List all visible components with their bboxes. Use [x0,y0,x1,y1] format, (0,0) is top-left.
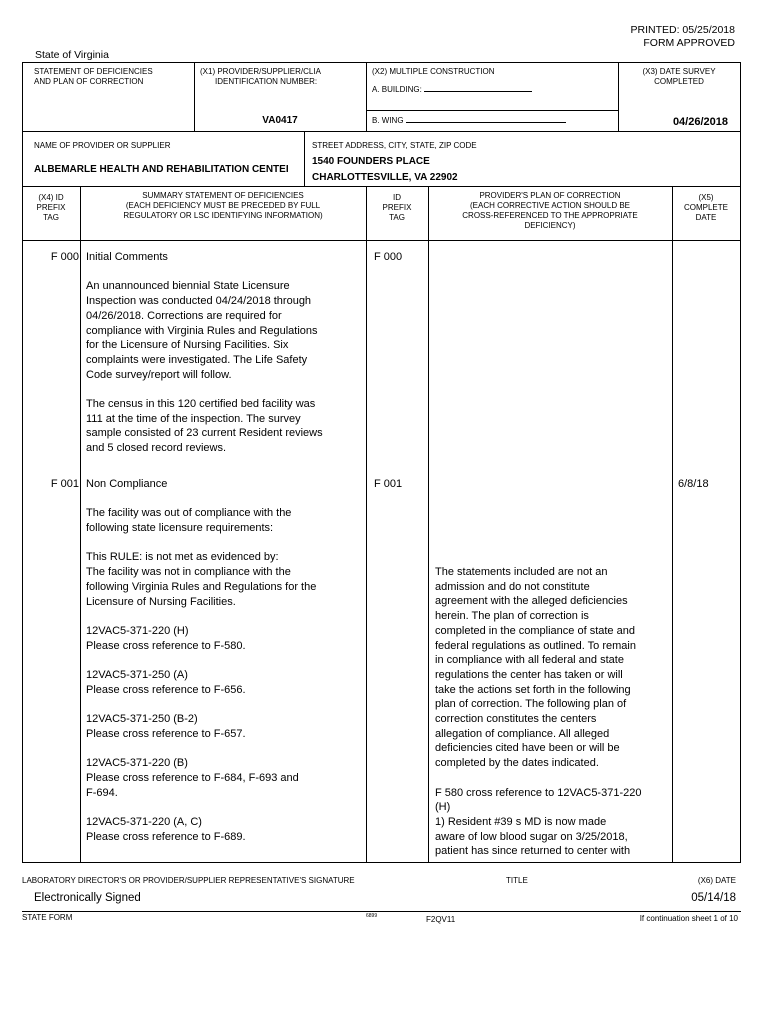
statement-label: STATEMENT OF DEFICIENCIES AND PLAN OF CORRECTION [34,67,153,86]
event-id: F2QV11 [426,915,456,924]
building-field: A. BUILDING: [372,83,532,95]
survey-date-value: 04/26/2018 [672,116,728,128]
title-label: TITLE [506,876,528,885]
x5-header: (X5) COMPLETE DATE [683,193,728,222]
row-title: Initial Comments [86,251,168,263]
x1-label: (X1) PROVIDER/SUPPLIER/CLIA IDENTIFICATION NUMBER: [200,67,321,86]
state-form-label: STATE FORM [22,913,73,922]
row-summary-f001: Non Compliance The facility was out of compliance with the following state licensure requirements: This RULE: is not met as evidenced by: The facility was not in compliance with the following Virginia Rules and Regulations for the Licensure of Nursing Facilities. 12VAC5-371-220 (H) Please cross reference to F-580. 12VAC5-371-250 (A) Please cross reference to F-656. 12VAC5-371-250 (B-2) Please cross reference to F-657. 12VAC5-371-220 (B) Please cross reference to F-684, F-693 and F-694. 12VAC5-371-220 (A, C) Please cross reference to F-689. [86,477,362,844]
x3-label: (X3) DATE SURVEY COMPLETED [642,67,716,86]
printed-date: PRINTED: 05/25/2018 [630,24,735,36]
signature-label: LABORATORY DIRECTOR'S OR PROVIDER/SUPPLIER REPRESENTATIVE'S SIGNATURE [22,876,355,885]
plan-header: PROVIDER'S PLAN OF CORRECTION (EACH CORRECTIVE ACTION SHOULD BE CROSS-REFERENCED TO THE APPROPRIATE DEFICIENCY) [462,191,638,230]
complete-date-f001: 6/8/18 [678,478,709,490]
x6-date-label: (X6) DATE [697,876,736,885]
form-number: 6899 [366,913,378,919]
address-label: STREET ADDRESS, CITY, STATE, ZIP CODE [312,141,477,150]
address-line2: CHARLOTTESVILLE, VA 22902 [312,172,458,183]
row-id-tag-f001: F 001 [374,478,403,490]
x2-label: (X2) MULTIPLE CONSTRUCTION [372,67,495,76]
continuation-sheet: If continuation sheet 1 of 10 [639,914,738,923]
row-id-tag-f000: F 000 [374,251,403,263]
plan-of-correction: The statements included are not an admission and do not constitute agreement with the alleged deficiencies herein. The plan of correction is completed in the compliance of state and federal regulations as outlined. To remain in compliance with all federal and state regulations the center has taken or will take the actions set forth in the following plan of correction. The following plan of correction constitutes the centers allegation of compliance. All alleged deficiencies cited have been or will be completed by the dates indicated. F 580 cross reference to 12VAC5-371-220 (H) 1) Resident #39 s MD is now made aware of low blood sugar on 3/25/2018, patient has since returned to center with [435,566,642,858]
row-title: Non Compliance [86,478,168,490]
wing-field: B. WING [372,114,566,126]
form-approved: FORM APPROVED [643,37,735,49]
x4-header: (X4) ID PREFIX TAG [36,193,66,222]
id-header: ID PREFIX TAG [382,193,412,222]
provider-name: ALBEMARLE HEALTH AND REHABILITATION CENTEI [34,164,289,175]
row-summary-f000: Initial Comments An unannounced biennial State Licensure Inspection was conducted 04/24/2018 through 04/26/2018. Corrections are required for compliance with Virginia Rules and Regulations for the Licensure of Nursing Facilities. Six complaints were investigated. The Life Safety Code survey/report will follow. The census in this 120 certified bed facility was 111 at the time of the inspection. The survey sample consisted of 23 current Resident reviews and 5 closed record reviews. [86,250,362,456]
state-name: State of Virginia [35,49,109,61]
signature-value: Electronically Signed [34,892,141,904]
row-tag-f001: F 001 [50,478,79,490]
signature-date-value: 05/14/18 [691,892,736,904]
provider-label: NAME OF PROVIDER OR SUPPLIER [34,141,171,150]
address-line1: 1540 FOUNDERS PLACE [312,156,430,167]
row-tag-f000: F 000 [50,251,79,263]
provider-id-value: VA0417 [262,115,298,126]
summary-header: SUMMARY STATEMENT OF DEFICIENCIES (EACH DEFICIENCY MUST BE PRECEDED BY FULL REGULATORY OR LSC IDENTIFYING INFORMATION) [123,191,323,220]
